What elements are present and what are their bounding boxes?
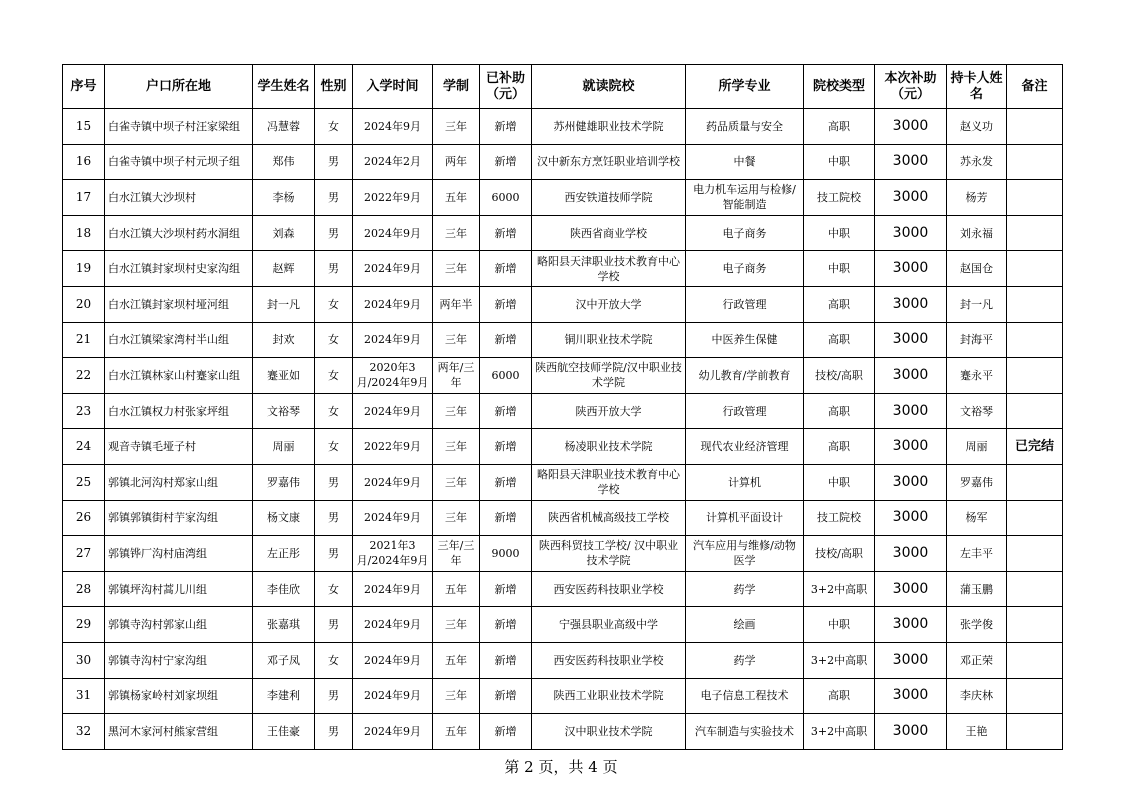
cell-duration: 三年/三年 <box>433 536 480 572</box>
cell-gender: 男 <box>315 251 353 287</box>
cell-major: 中医养生保健 <box>686 322 804 358</box>
cell-seq: 31 <box>63 678 105 714</box>
cell-subsidized: 新增 <box>480 571 532 607</box>
cell-duration: 两年 <box>433 144 480 180</box>
cell-remark <box>1007 180 1063 216</box>
table-row <box>63 642 1063 678</box>
cell-school-type: 3+2中高职 <box>804 571 875 607</box>
cell-school: 陕西省机械高级技工学校 <box>532 500 686 536</box>
cell-major: 药学 <box>686 571 804 607</box>
cell-seq: 18 <box>63 215 105 251</box>
cell-remark <box>1007 358 1063 394</box>
cell-remark <box>1007 571 1063 607</box>
cell-gender: 男 <box>315 180 353 216</box>
cell-gender: 女 <box>315 322 353 358</box>
cell-seq: 17 <box>63 180 105 216</box>
cell-remark <box>1007 215 1063 251</box>
cell-school-type: 中职 <box>804 464 875 500</box>
table-row <box>63 144 1063 180</box>
cell-hukou: 郭镇坪沟村蒿儿川组 <box>105 571 253 607</box>
cell-amount: 3000 <box>875 642 947 678</box>
cell-remark <box>1007 251 1063 287</box>
cell-duration: 五年 <box>433 642 480 678</box>
cell-school: 西安医药科技职业学校 <box>532 642 686 678</box>
cell-holder: 蹇永平 <box>947 358 1007 394</box>
cell-hukou: 郭镇郭镇街村芋家沟组 <box>105 500 253 536</box>
cell-amount: 3000 <box>875 429 947 465</box>
cell-seq: 28 <box>63 571 105 607</box>
cell-major: 药学 <box>686 642 804 678</box>
cell-school: 汉中职业技术学院 <box>532 714 686 750</box>
page-number: 第 2 页，共 4 页 <box>504 758 618 776</box>
cell-student-name: 封一凡 <box>253 286 315 322</box>
cell-subsidized: 新增 <box>480 464 532 500</box>
cell-major: 现代农业经济管理 <box>686 429 804 465</box>
cell-school: 陕西省商业学校 <box>532 215 686 251</box>
cell-amount: 3000 <box>875 180 947 216</box>
table-row <box>63 322 1063 358</box>
cell-hukou: 郭镇北河沟村郑家山组 <box>105 464 253 500</box>
cell-school-type: 高职 <box>804 322 875 358</box>
table-row <box>63 571 1063 607</box>
cell-gender: 男 <box>315 215 353 251</box>
cell-school-type: 高职 <box>804 429 875 465</box>
table-row <box>63 714 1063 750</box>
cell-enroll: 2024年9月 <box>353 322 433 358</box>
cell-gender: 男 <box>315 144 353 180</box>
cell-seq: 26 <box>63 500 105 536</box>
header-enroll: 入学时间 <box>353 65 433 109</box>
cell-seq: 23 <box>63 393 105 429</box>
cell-amount: 3000 <box>875 607 947 643</box>
cell-school: 陕西科贸技工学校/ 汉中职业技术学院 <box>532 536 686 572</box>
cell-hukou: 郭镇杨家岭村刘家坝组 <box>105 678 253 714</box>
cell-amount: 3000 <box>875 144 947 180</box>
cell-school-type: 技工院校 <box>804 500 875 536</box>
cell-seq: 24 <box>63 429 105 465</box>
cell-hukou: 白雀寺镇中坝子村元坝子组 <box>105 144 253 180</box>
cell-holder: 罗嘉伟 <box>947 464 1007 500</box>
cell-subsidized: 6000 <box>480 180 532 216</box>
header-name: 学生姓名 <box>253 65 315 109</box>
cell-duration: 三年 <box>433 251 480 287</box>
cell-school: 西安铁道技师学院 <box>532 180 686 216</box>
cell-school-type: 技工院校 <box>804 180 875 216</box>
table-row <box>63 393 1063 429</box>
cell-holder: 文裕琴 <box>947 393 1007 429</box>
cell-enroll: 2024年9月 <box>353 500 433 536</box>
cell-school: 汉中开放大学 <box>532 286 686 322</box>
cell-remark: 已完结 <box>1007 429 1063 465</box>
cell-remark <box>1007 500 1063 536</box>
cell-amount: 3000 <box>875 500 947 536</box>
table-row <box>63 180 1063 216</box>
cell-amount: 3000 <box>875 464 947 500</box>
table-body <box>63 109 1063 750</box>
cell-remark <box>1007 607 1063 643</box>
cell-hukou: 白水江镇大沙坝村药水洞组 <box>105 215 253 251</box>
cell-amount: 3000 <box>875 393 947 429</box>
cell-major: 行政管理 <box>686 286 804 322</box>
cell-student-name: 李杨 <box>253 180 315 216</box>
cell-subsidized: 新增 <box>480 607 532 643</box>
header-major: 所学专业 <box>686 65 804 109</box>
cell-subsidized: 新增 <box>480 286 532 322</box>
table-row <box>63 678 1063 714</box>
cell-school-type: 3+2中高职 <box>804 642 875 678</box>
cell-holder: 杨军 <box>947 500 1007 536</box>
cell-duration: 三年 <box>433 393 480 429</box>
cell-gender: 女 <box>315 393 353 429</box>
cell-gender: 男 <box>315 536 353 572</box>
cell-enroll: 2024年9月 <box>353 642 433 678</box>
cell-subsidized: 新增 <box>480 642 532 678</box>
cell-seq: 16 <box>63 144 105 180</box>
cell-student-name: 冯慧蓉 <box>253 109 315 145</box>
cell-student-name: 王佳豪 <box>253 714 315 750</box>
cell-student-name: 蹇亚如 <box>253 358 315 394</box>
table-row <box>63 286 1063 322</box>
table-row <box>63 536 1063 572</box>
cell-enroll: 2024年9月 <box>353 215 433 251</box>
cell-holder: 周丽 <box>947 429 1007 465</box>
cell-student-name: 封欢 <box>253 322 315 358</box>
cell-amount: 3000 <box>875 322 947 358</box>
cell-school: 陕西工业职业技术学院 <box>532 678 686 714</box>
cell-school: 略阳县天津职业技术教育中心学校 <box>532 251 686 287</box>
cell-student-name: 赵辉 <box>253 251 315 287</box>
header-holder: 持卡人姓名 <box>947 65 1007 109</box>
cell-gender: 女 <box>315 286 353 322</box>
cell-duration: 三年 <box>433 607 480 643</box>
table-row <box>63 109 1063 145</box>
cell-major: 电子信息工程技术 <box>686 678 804 714</box>
cell-duration: 三年 <box>433 429 480 465</box>
cell-major: 中餐 <box>686 144 804 180</box>
cell-subsidized: 新增 <box>480 322 532 358</box>
cell-holder: 左丰平 <box>947 536 1007 572</box>
table-row <box>63 464 1063 500</box>
cell-duration: 两年半 <box>433 286 480 322</box>
cell-major: 计算机平面设计 <box>686 500 804 536</box>
cell-school: 杨凌职业技术学院 <box>532 429 686 465</box>
cell-subsidized: 新增 <box>480 393 532 429</box>
cell-major: 电力机车运用与检修/智能制造 <box>686 180 804 216</box>
cell-school-type: 高职 <box>804 286 875 322</box>
table-header-row <box>63 65 1063 109</box>
cell-subsidized: 新增 <box>480 215 532 251</box>
cell-holder: 封海平 <box>947 322 1007 358</box>
cell-holder: 封一凡 <box>947 286 1007 322</box>
cell-enroll: 2024年9月 <box>353 714 433 750</box>
cell-holder: 邓正荣 <box>947 642 1007 678</box>
cell-gender: 女 <box>315 358 353 394</box>
cell-duration: 三年 <box>433 109 480 145</box>
cell-hukou: 观音寺镇毛垭子村 <box>105 429 253 465</box>
cell-seq: 22 <box>63 358 105 394</box>
cell-school: 铜川职业技术学院 <box>532 322 686 358</box>
table-row <box>63 215 1063 251</box>
cell-remark <box>1007 322 1063 358</box>
cell-subsidized: 新增 <box>480 251 532 287</box>
cell-student-name: 张嘉琪 <box>253 607 315 643</box>
cell-hukou: 白水江镇权力村张家坪组 <box>105 393 253 429</box>
cell-student-name: 杨文康 <box>253 500 315 536</box>
cell-hukou: 白水江镇大沙坝村 <box>105 180 253 216</box>
cell-holder: 刘永福 <box>947 215 1007 251</box>
cell-gender: 男 <box>315 464 353 500</box>
cell-school-type: 3+2中高职 <box>804 714 875 750</box>
cell-subsidized: 6000 <box>480 358 532 394</box>
cell-hukou: 郭镇寺沟村宁家沟组 <box>105 642 253 678</box>
cell-enroll: 2024年9月 <box>353 571 433 607</box>
header-hukou: 户口所在地 <box>105 65 253 109</box>
cell-remark <box>1007 678 1063 714</box>
cell-school: 西安医药科技职业学校 <box>532 571 686 607</box>
cell-enroll: 2024年9月 <box>353 464 433 500</box>
cell-amount: 3000 <box>875 215 947 251</box>
cell-amount: 3000 <box>875 714 947 750</box>
cell-remark <box>1007 393 1063 429</box>
cell-enroll: 2024年9月 <box>353 251 433 287</box>
cell-major: 计算机 <box>686 464 804 500</box>
cell-major: 电子商务 <box>686 215 804 251</box>
cell-gender: 男 <box>315 714 353 750</box>
cell-school: 陕西航空技师学院/汉中职业技术学院 <box>532 358 686 394</box>
cell-major: 药品质量与安全 <box>686 109 804 145</box>
cell-school-type: 高职 <box>804 393 875 429</box>
cell-school-type: 中职 <box>804 607 875 643</box>
cell-remark <box>1007 286 1063 322</box>
cell-seq: 25 <box>63 464 105 500</box>
subsidy-table <box>62 64 1063 750</box>
cell-holder: 杨芳 <box>947 180 1007 216</box>
cell-holder: 赵国仓 <box>947 251 1007 287</box>
cell-amount: 3000 <box>875 678 947 714</box>
cell-seq: 15 <box>63 109 105 145</box>
cell-school-type: 高职 <box>804 109 875 145</box>
cell-gender: 男 <box>315 678 353 714</box>
cell-student-name: 左正彤 <box>253 536 315 572</box>
cell-amount: 3000 <box>875 109 947 145</box>
header-duration: 学制 <box>433 65 480 109</box>
cell-student-name: 邓子凤 <box>253 642 315 678</box>
cell-gender: 女 <box>315 642 353 678</box>
cell-amount: 3000 <box>875 358 947 394</box>
cell-major: 行政管理 <box>686 393 804 429</box>
cell-school-type: 技校/高职 <box>804 536 875 572</box>
cell-duration: 五年 <box>433 180 480 216</box>
cell-remark <box>1007 144 1063 180</box>
cell-seq: 32 <box>63 714 105 750</box>
cell-major: 电子商务 <box>686 251 804 287</box>
cell-duration: 五年 <box>433 714 480 750</box>
cell-school: 苏州健雄职业技术学院 <box>532 109 686 145</box>
cell-major: 幼儿教育/学前教育 <box>686 358 804 394</box>
cell-student-name: 周丽 <box>253 429 315 465</box>
cell-school: 陕西开放大学 <box>532 393 686 429</box>
cell-enroll: 2024年9月 <box>353 109 433 145</box>
cell-hukou: 郭镇铧厂沟村庙湾组 <box>105 536 253 572</box>
cell-hukou: 白水江镇封家坝村史家沟组 <box>105 251 253 287</box>
cell-enroll: 2024年2月 <box>353 144 433 180</box>
cell-holder: 赵义功 <box>947 109 1007 145</box>
cell-subsidized: 9000 <box>480 536 532 572</box>
cell-major: 绘画 <box>686 607 804 643</box>
cell-gender: 男 <box>315 500 353 536</box>
cell-hukou: 白水江镇林家山村蹇家山组 <box>105 358 253 394</box>
header-gender: 性别 <box>315 65 353 109</box>
cell-remark <box>1007 536 1063 572</box>
cell-amount: 3000 <box>875 571 947 607</box>
cell-enroll: 2024年9月 <box>353 286 433 322</box>
cell-remark <box>1007 642 1063 678</box>
cell-amount: 3000 <box>875 286 947 322</box>
cell-major: 汽车应用与维修/动物医学 <box>686 536 804 572</box>
cell-enroll: 2024年9月 <box>353 607 433 643</box>
cell-hukou: 郭镇寺沟村郭家山组 <box>105 607 253 643</box>
table-row <box>63 251 1063 287</box>
cell-hukou: 白水江镇梁家湾村半山组 <box>105 322 253 358</box>
cell-seq: 19 <box>63 251 105 287</box>
cell-school: 宁强县职业高级中学 <box>532 607 686 643</box>
cell-subsidized: 新增 <box>480 678 532 714</box>
cell-student-name: 李佳欣 <box>253 571 315 607</box>
cell-enroll: 2021年3月/2024年9月 <box>353 536 433 572</box>
header-school: 就读院校 <box>532 65 686 109</box>
cell-subsidized: 新增 <box>480 144 532 180</box>
cell-school: 汉中新东方烹饪职业培训学校 <box>532 144 686 180</box>
cell-gender: 女 <box>315 571 353 607</box>
cell-duration: 三年 <box>433 464 480 500</box>
cell-enroll: 2022年9月 <box>353 429 433 465</box>
cell-duration: 三年 <box>433 215 480 251</box>
cell-school-type: 中职 <box>804 144 875 180</box>
cell-school-type: 中职 <box>804 251 875 287</box>
header-type: 院校类型 <box>804 65 875 109</box>
cell-duration: 三年 <box>433 678 480 714</box>
cell-seq: 21 <box>63 322 105 358</box>
table-row <box>63 500 1063 536</box>
cell-enroll: 2020年3月/2024年9月 <box>353 358 433 394</box>
cell-holder: 苏永发 <box>947 144 1007 180</box>
cell-duration: 五年 <box>433 571 480 607</box>
table-row <box>63 358 1063 394</box>
cell-enroll: 2024年9月 <box>353 678 433 714</box>
cell-student-name: 郑伟 <box>253 144 315 180</box>
cell-holder: 王艳 <box>947 714 1007 750</box>
header-remark: 备注 <box>1007 65 1063 109</box>
cell-gender: 女 <box>315 429 353 465</box>
cell-seq: 20 <box>63 286 105 322</box>
cell-remark <box>1007 109 1063 145</box>
header-subsidized: 已补助（元） <box>480 65 532 109</box>
cell-duration: 两年/三年 <box>433 358 480 394</box>
header-amount: 本次补助（元） <box>875 65 947 109</box>
cell-remark <box>1007 464 1063 500</box>
cell-subsidized: 新增 <box>480 500 532 536</box>
cell-subsidized: 新增 <box>480 714 532 750</box>
cell-student-name: 刘森 <box>253 215 315 251</box>
cell-duration: 三年 <box>433 500 480 536</box>
cell-subsidized: 新增 <box>480 109 532 145</box>
cell-seq: 30 <box>63 642 105 678</box>
cell-subsidized: 新增 <box>480 429 532 465</box>
cell-amount: 3000 <box>875 251 947 287</box>
cell-hukou: 白水江镇封家坝村垭河组 <box>105 286 253 322</box>
cell-student-name: 文裕琴 <box>253 393 315 429</box>
table-row <box>63 607 1063 643</box>
cell-enroll: 2024年9月 <box>353 393 433 429</box>
cell-hukou: 黑河木家河村熊家营组 <box>105 714 253 750</box>
cell-amount: 3000 <box>875 536 947 572</box>
cell-major: 汽车制造与实验技术 <box>686 714 804 750</box>
cell-seq: 27 <box>63 536 105 572</box>
cell-gender: 男 <box>315 607 353 643</box>
cell-holder: 张学俊 <box>947 607 1007 643</box>
cell-school: 略阳县天津职业技术教育中心学校 <box>532 464 686 500</box>
cell-holder: 蒲玉鹏 <box>947 571 1007 607</box>
cell-holder: 李庆林 <box>947 678 1007 714</box>
cell-gender: 女 <box>315 109 353 145</box>
cell-school-type: 高职 <box>804 678 875 714</box>
cell-enroll: 2022年9月 <box>353 180 433 216</box>
cell-seq: 29 <box>63 607 105 643</box>
cell-school-type: 中职 <box>804 215 875 251</box>
cell-duration: 三年 <box>433 322 480 358</box>
cell-remark <box>1007 714 1063 750</box>
cell-hukou: 白雀寺镇中坝子村汪家梁组 <box>105 109 253 145</box>
header-seq: 序号 <box>63 65 105 109</box>
cell-school-type: 技校/高职 <box>804 358 875 394</box>
cell-student-name: 李建利 <box>253 678 315 714</box>
cell-student-name: 罗嘉伟 <box>253 464 315 500</box>
table-row <box>63 429 1063 465</box>
